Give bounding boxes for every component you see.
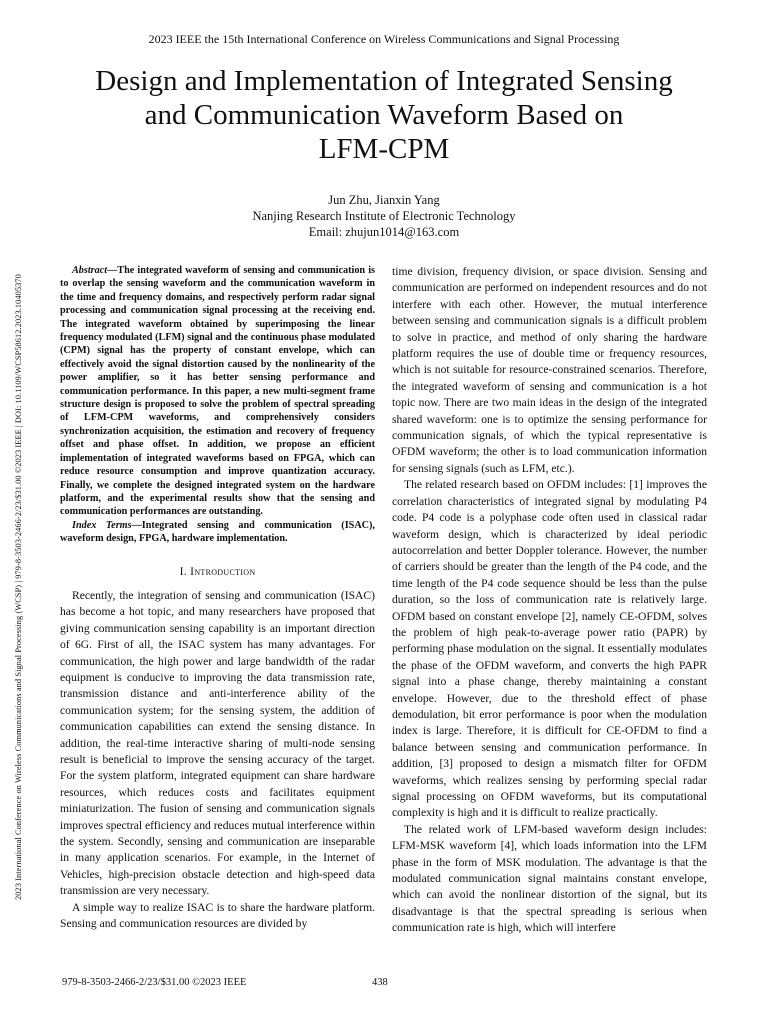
abstract-text: —The integrated waveform of sensing and communication is to overlap the sensing waveform and the communication waveform in the time and frequency domains, and respectively perform radar signal processing and communication signal processing at the receiving end. The integrated waveform obtained by superimposing the linear frequency modulated (LFM) signal and the continuous phase modulated (CPM) signal has the property of constant envelope, which can effectively avoid the signal distortion caused by the nonlinearity of the power amplifier, so it has better sensing performance and communication performance. In this paper, a new multi-segment frame structure design is proposed to solve the problem of spectral spreading of LFM-CPM waveforms, and comprehensively considers synchronization acquisition, the estimation and recovery of frequency offset and phase offset. In addition, we propose an efficient implementation of integrated waveforms based on FPGA, which can reduce resource consumption and improve quantization accuracy. Finally, we complete the designed integrated system on the hardware platform, and the experimental results show that the sensing and communication performances are outstanding. bbox=[60, 265, 375, 518]
paragraph: Recently, the integration of sensing and communication (ISAC) has become a hot topic, and many researchers have proposed that giving communication sensing capability is an important direction of 6G. First of all, the ISAC system has many advantages. For communication, the high power and large bandwidth of the radar equipment is conducive to improving the data transmission rate, transmission distance and anti-interference ability of the communication system; for the sensing system, the addition of communication capabilities can extend the sensing distance. In addition, the real-time interactive sharing of multi-node sensing result is beneficial to improve the sensing accuracy of the target. For the system platform, integrated equipment can share hardware resources, which reduces costs and facilitates equipment miniaturization. The fusion of sensing and communication signals improves spectral efficiency and reduces mutual interference within the system. Secondly, sensing and communication are inseparable in many application scenarios. For example, in the Internet of Vehicles, high-precision obstacle detection and high-speed data transmission are very necessary. bbox=[60, 588, 375, 898]
section-name: Introduction bbox=[190, 564, 256, 578]
paragraph: time division, frequency division, or space division. Sensing and communication are performed on independent resources and do not interfere with each other. However, the mutual interference between sensing and communication signals is a difficult problem to solve in practice, and method of only sharing the hardware platform requires the use of double time or frequency resources, which is not suitable for resource-constrained scenarios. Therefore, the integrated waveform of sensing and communication is a hot topic now. There are two main ideas in the design of the integrated shared waveform: one is to optimize the sensing performance for communication signals, of which the typical representative is OFDM waveform; the other is to load communication information for sensing signals (such as LFM, etc.). bbox=[392, 265, 707, 475]
author-email: Email: zhujun1014@163.com bbox=[308, 225, 460, 239]
section-numeral: I. bbox=[179, 564, 187, 578]
index-terms-text: —Integrated sensing and communication (ISAC), waveform design, FPGA, hardware implementation. bbox=[60, 519, 375, 545]
abstract-label: Abstract bbox=[72, 265, 108, 276]
affiliation: Nanjing Research Institute of Electronic Technology bbox=[252, 209, 516, 223]
author-names: Jun Zhu, Jianxin Yang bbox=[328, 193, 440, 207]
title-line-1: Design and Implementation of Integrated Sensing bbox=[95, 65, 673, 97]
page-number: 438 bbox=[372, 977, 388, 988]
doi-sidebar bbox=[5, 130, 23, 900]
paper-title bbox=[40, 64, 728, 166]
paragraph: A simple way to realize ISAC is to share the hardware platform. Sensing and communication resources are divided by bbox=[60, 900, 375, 931]
paragraph: The related work of LFM-based waveform design includes: LFM-MSK waveform [4], which loads information into the LFM phase in the form of MSK modulation. The advantage is that the modulated communication signal maintains constant envelope, which can avoid the nonlinear distortion of the signal, but its disadvantage is that the spectral spreading is serious when communication rate is high, which will interfere bbox=[392, 822, 707, 935]
index-terms bbox=[60, 519, 375, 546]
paragraph: The related research based on OFDM includes: [1] improves the correlation characteristics of integrated signal by modulating P4 code. P4 code is a polyphase code often used in classical radar waveform design, which is characterized by ideal periodic autocorrelation and better Doppler tolerance. However, the number of carriers should be greater than the length of the P4 code, and the time length of the P4 code sequence should be less than the pulse duration, so the loss of communication rate is relatively large. OFDM based on constant envelope [2], namely CE-OFDM, solves the problem of high peak-to-average power ratio (PAPR) by performing phase modulation on the signal. It essentially modulates the phase of the OFDM waveform, and converts the high PAPR signal into a phase change, thereby maintaining a constant envelope. However, due to the threshold effect of phase demodulation, bit error performance is poor when the modulation index is large. Therefore, it is difficult for CE-OFDM to find a balance between sensing and communication performance. In addition, [3] proposed to design a mismatch filter for OFDM waveforms, which realizes sensing by performing special radar signal processing on OFDM waveforms, but its computational complexity is high and it is difficult to realize practically. bbox=[392, 478, 707, 820]
doi-identifier: 2023 International Conference on Wireless Communications and Signal Processing (WCSP) | 979-8-3503-2466-2/23/$31.00 ©2023 IEEE | DOI: 10.1109/WCSP58612.2023.10405370 bbox=[14, 274, 23, 900]
footer-isbn: 979-8-3503-2466-2/23/$31.00 ©2023 IEEE bbox=[62, 977, 247, 988]
title-line-2: and Communication Waveform Based on bbox=[144, 99, 624, 131]
conference-header: 2023 IEEE the 15th International Conference on Wireless Communications and Signal Processing bbox=[148, 32, 620, 46]
left-column bbox=[60, 264, 375, 932]
abstract bbox=[60, 264, 375, 519]
right-column bbox=[392, 264, 707, 937]
title-line-3: LFM-CPM bbox=[318, 133, 450, 165]
author-block bbox=[0, 192, 768, 240]
section-heading-introduction bbox=[60, 564, 375, 580]
index-terms-label: Index Terms bbox=[72, 519, 132, 531]
